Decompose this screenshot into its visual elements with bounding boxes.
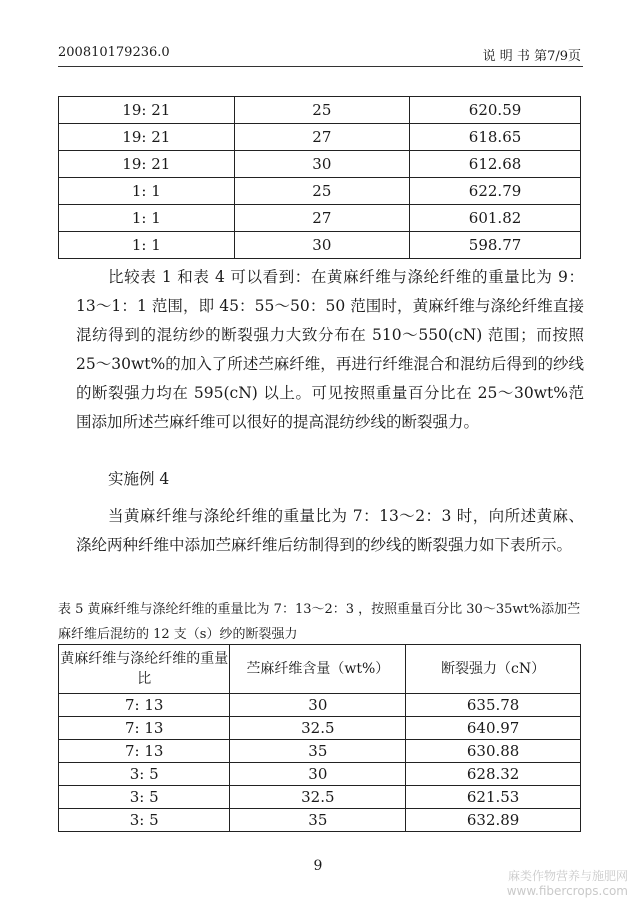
table-cell: 25 xyxy=(234,178,410,205)
table-header-row xyxy=(59,645,581,694)
table-cell: 19: 21 xyxy=(59,124,235,151)
page-number: 9 xyxy=(313,858,323,874)
example-heading: 实施例 4 xyxy=(108,470,170,488)
table-cell: 3: 5 xyxy=(59,763,230,786)
table-cell: 7: 13 xyxy=(59,694,230,717)
table-cell: 620.59 xyxy=(410,97,581,124)
example-paragraph: 当黄麻纤维与涤纶纤维的重量比为 7：13～2：3 时，向所述黄麻、涤纶两种纤维中添加苎麻纤维后纺制得到的纱线的断裂强力如下表所示。 xyxy=(76,507,584,554)
table-cell: 601.82 xyxy=(410,205,581,232)
table-5 xyxy=(58,644,581,832)
table-cell: 30 xyxy=(230,694,406,717)
table-row xyxy=(59,740,581,763)
table-cell: 628.32 xyxy=(406,763,581,786)
table-cell: 32.5 xyxy=(230,786,406,809)
table-5-caption: 表 5 黄麻纤维与涤纶纤维的重量比为 7：13～2：3 ，按照重量百分比 30～35wt%添加苎麻纤维后混纺的 12 支（s）纱的断裂强力 xyxy=(58,602,581,642)
table-cell: 3: 5 xyxy=(59,809,230,832)
table-cell: 598.77 xyxy=(410,232,581,259)
table-cell: 632.89 xyxy=(406,809,581,832)
table-cell: 635.78 xyxy=(406,694,581,717)
table-cell: 7: 13 xyxy=(59,740,230,763)
column-header: 苎麻纤维含量（wt%） xyxy=(230,645,406,694)
column-header: 断裂强力（cN） xyxy=(406,645,581,694)
table-cell: 1: 1 xyxy=(59,178,235,205)
table-row xyxy=(59,717,581,740)
table-cell: 30 xyxy=(234,151,410,178)
page-label: 说 明 书 第7/9页 xyxy=(482,49,581,64)
doc-number: 200810179236.0 xyxy=(58,45,170,60)
table-cell: 622.79 xyxy=(410,178,581,205)
table-cell: 1: 1 xyxy=(59,232,235,259)
table-cell: 30 xyxy=(230,763,406,786)
column-header: 黄麻纤维与涤纶纤维的重量比 xyxy=(59,645,230,694)
table-cell: 640.97 xyxy=(406,717,581,740)
table-cell: 3: 5 xyxy=(59,786,230,809)
table-row xyxy=(59,124,581,151)
table-row xyxy=(59,97,581,124)
table-cell: 25 xyxy=(234,97,410,124)
table-cell: 32.5 xyxy=(230,717,406,740)
table-row xyxy=(59,151,581,178)
table-cell: 19: 21 xyxy=(59,97,235,124)
table-cell: 618.65 xyxy=(410,124,581,151)
table-row xyxy=(59,786,581,809)
table-cell: 7: 13 xyxy=(59,717,230,740)
table-cell: 30 xyxy=(234,232,410,259)
comparison-paragraph: 比较表 1 和表 4 可以看到：在黄麻纤维与涤纶纤维的重量比为 9：13～1：1 范围，即 45：55～50：50 范围时，黄麻纤维与涤纶纤维直接混纺得到的混纺纱的断裂强力大致分布在 510～550(cN) 范围；而按照 25～30wt%的加入了所述苎麻纤维，再进行纤维混合和混纺后得到的纱线的断裂强力均在 595(cN) 以上。可见按照重量百分比在 25～30wt%范围添加所述苎麻纤维可以很好的提高混纺纱线的断裂强力。 xyxy=(76,268,584,431)
table-row xyxy=(59,232,581,259)
table-row xyxy=(59,178,581,205)
table-cell: 27 xyxy=(234,124,410,151)
watermark xyxy=(507,869,628,899)
table-row xyxy=(59,763,581,786)
page-header xyxy=(58,45,581,64)
watermark-line: www.fibercrops.com xyxy=(506,884,628,898)
table-row xyxy=(59,205,581,232)
table-cell: 35 xyxy=(230,809,406,832)
table-cell: 621.53 xyxy=(406,786,581,809)
table-cell: 630.88 xyxy=(406,740,581,763)
table-cell: 1: 1 xyxy=(59,205,235,232)
header-rule xyxy=(58,66,583,67)
table-4 xyxy=(58,96,581,259)
table-cell: 35 xyxy=(230,740,406,763)
table-cell: 27 xyxy=(234,205,410,232)
table-row xyxy=(59,809,581,832)
table-cell: 612.68 xyxy=(410,151,581,178)
table-row xyxy=(59,694,581,717)
watermark-line: 麻类作物营养与施肥网 xyxy=(507,869,628,883)
table-cell: 19: 21 xyxy=(59,151,235,178)
